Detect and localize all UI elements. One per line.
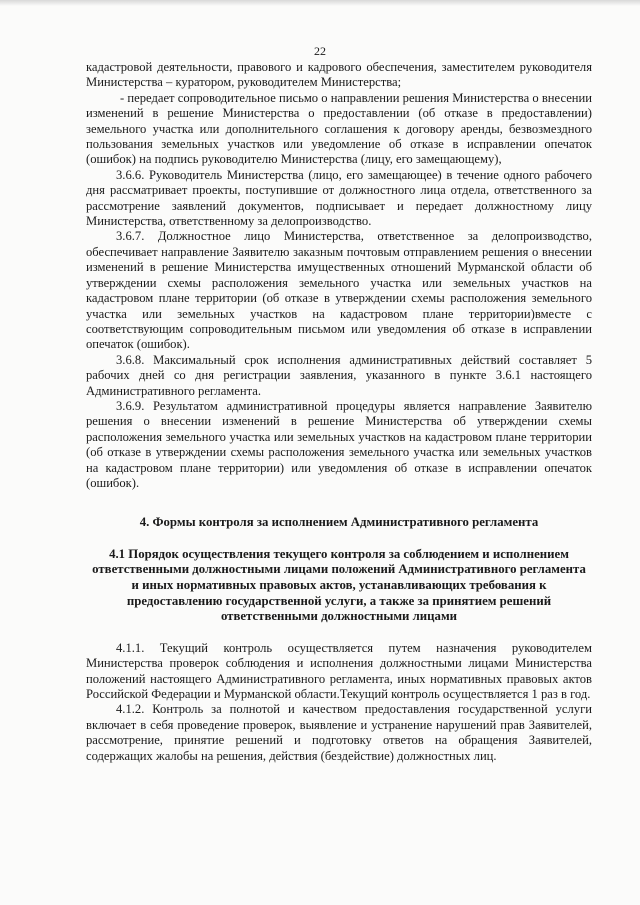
subsection-title: 4.1 Порядок осуществления текущего контроля за соблюдением и исполнением ответственными должностными лицами положений Административного регламента и иных нормативных правовых актов, устанавливающих требования к предоставлению государственной услуги, а также за принятием решений ответственными должностными лицами <box>92 546 586 624</box>
paragraph-4-1-1: 4.1.1. Текущий контроль осуществляется путем назначения руководителем Министерства проверок соблюдения и исполнения должностными лицами Министерства положений настоящего Административного регламента, иных нормативных правовых актов Российской Федерации и Мурманской области.Текущий контроль осуществляется 1 раз в год. <box>86 640 592 701</box>
scan-edge-shadow <box>0 0 640 6</box>
page-number: 22 <box>314 44 326 58</box>
paragraph-4-1-2: 4.1.2. Контроль за полнотой и качеством предоставления государственной услуги включает в себя проведение проверок, выявление и устранение нарушений прав Заявителей, рассмотрение, принятие решений и подготовку ответов на обращения Заявителей, содержащих жалобы на решения, действия (бездействие) должностных лиц. <box>86 702 592 763</box>
paragraph-3-6-9: 3.6.9. Результатом административной процедуры является направление Заявителю решения о внесении изменений в решение Министерства об утверждении схемы расположения земельного участка или земельных участков на кадастровом плане территории (об отказе в утверждении схемы расположения земельного участка или земельных участков на кадастровом плане территории) или уведомления об отказе в исправлении опечаток (ошибок). <box>86 398 592 490</box>
paragraph-dash-item: - передает сопроводительное письмо о направлении решения Министерства о внесении изменений в решение Министерства о предоставлении (об отказе в предоставлении) земельного участка или дополнительного соглашения к договору аренды, безвозмездного пользования земельных участков или уведомление об отказе в исправлении опечаток (ошибок) на подпись руководителю Министерства (лицу, его замещающему), <box>86 90 592 167</box>
section-title: 4. Формы контроля за исполнением Административного регламента <box>139 515 539 530</box>
paragraph-3-6-7: 3.6.7. Должностное лицо Министерства, ответственное за делопроизводство, обеспечивает направление Заявителю заказным почтовым отправлением решения о внесении изменений в решение Министерства имущественных отношений Мурманской области об утверждении схемы расположения земельного участка или земельных участков на кадастровом плане территории (об отказе в утверждении схемы расположения земельного участка или земельных участков на кадастровом плане территории)вместе с соответствующим сопроводительным письмом или уведомления об отказе в исправлении опечаток (ошибок). <box>86 229 592 352</box>
paragraph-continuation: кадастровой деятельности, правового и кадрового обеспечения, заместителем руководителя Министерства – куратором, руководителем Министерства; <box>86 60 592 90</box>
document-body <box>86 60 592 764</box>
paragraph-3-6-8: 3.6.8. Максимальный срок исполнения административных действий составляет 5 рабочих дней со дня регистрации заявления, указанного в пункте 3.6.1 настоящего Административного регламента. <box>86 352 592 398</box>
paragraph-3-6-6: 3.6.6. Руководитель Министерства (лицо, его замещающее) в течение одного рабочего дня рассматривает проекты, поступившие от должностного лица отдела, ответственного за рассмотрение заявлений документов, подписывает и передает должностному лицу Министерства, ответственному за делопроизводство. <box>86 167 592 229</box>
